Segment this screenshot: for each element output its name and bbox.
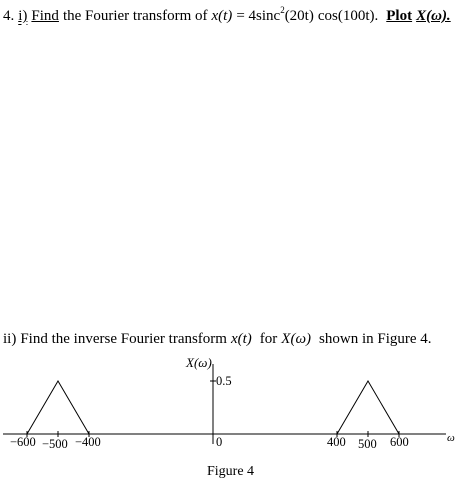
plot-word: Plot <box>386 8 413 24</box>
figure-caption: Figure 4 <box>207 464 255 479</box>
x-of-t: x(t) <box>211 8 233 24</box>
plot-target: X(ω). <box>416 8 451 24</box>
question-2-text-a: Find the inverse Fourier transform <box>20 331 227 347</box>
x-tick-label: −600 <box>10 435 36 449</box>
x-tick-label: 500 <box>358 437 377 451</box>
question-number: 4. <box>3 8 15 24</box>
origin-label: 0 <box>216 435 223 449</box>
sinc-argument: (20t) <box>284 8 314 24</box>
x-tick-label: −500 <box>42 437 68 451</box>
part-ii-label: ii) <box>3 331 17 347</box>
x-axis-label: ω <box>447 432 455 444</box>
question-1-text-a: the Fourier transform of <box>62 8 208 24</box>
triangle-series-2 <box>337 381 399 434</box>
sinc-expression: = 4sinc <box>236 8 281 24</box>
question-2-text-b: for <box>259 331 278 347</box>
x-tick-label: −400 <box>75 435 101 449</box>
X-of-omega: X(ω) <box>281 331 312 347</box>
question-2-text-c: shown in Figure 4. <box>319 331 432 347</box>
y-tick-label: 0.5 <box>216 374 232 388</box>
figure-4 <box>0 350 474 485</box>
x-of-t-2: x(t) <box>230 331 252 347</box>
x-tick-label: 400 <box>327 435 346 449</box>
question-1-text <box>3 1 451 25</box>
part-i-label: i) <box>18 8 28 24</box>
question-2-text <box>3 330 432 348</box>
x-tick-label: 600 <box>390 435 409 449</box>
find-word: Find <box>31 8 59 24</box>
triangle-series-1 <box>27 381 89 434</box>
y-axis-label: X(ω) <box>186 355 212 370</box>
sinc-power: 2 <box>280 5 285 15</box>
cos-term: cos(100t). <box>317 8 379 24</box>
